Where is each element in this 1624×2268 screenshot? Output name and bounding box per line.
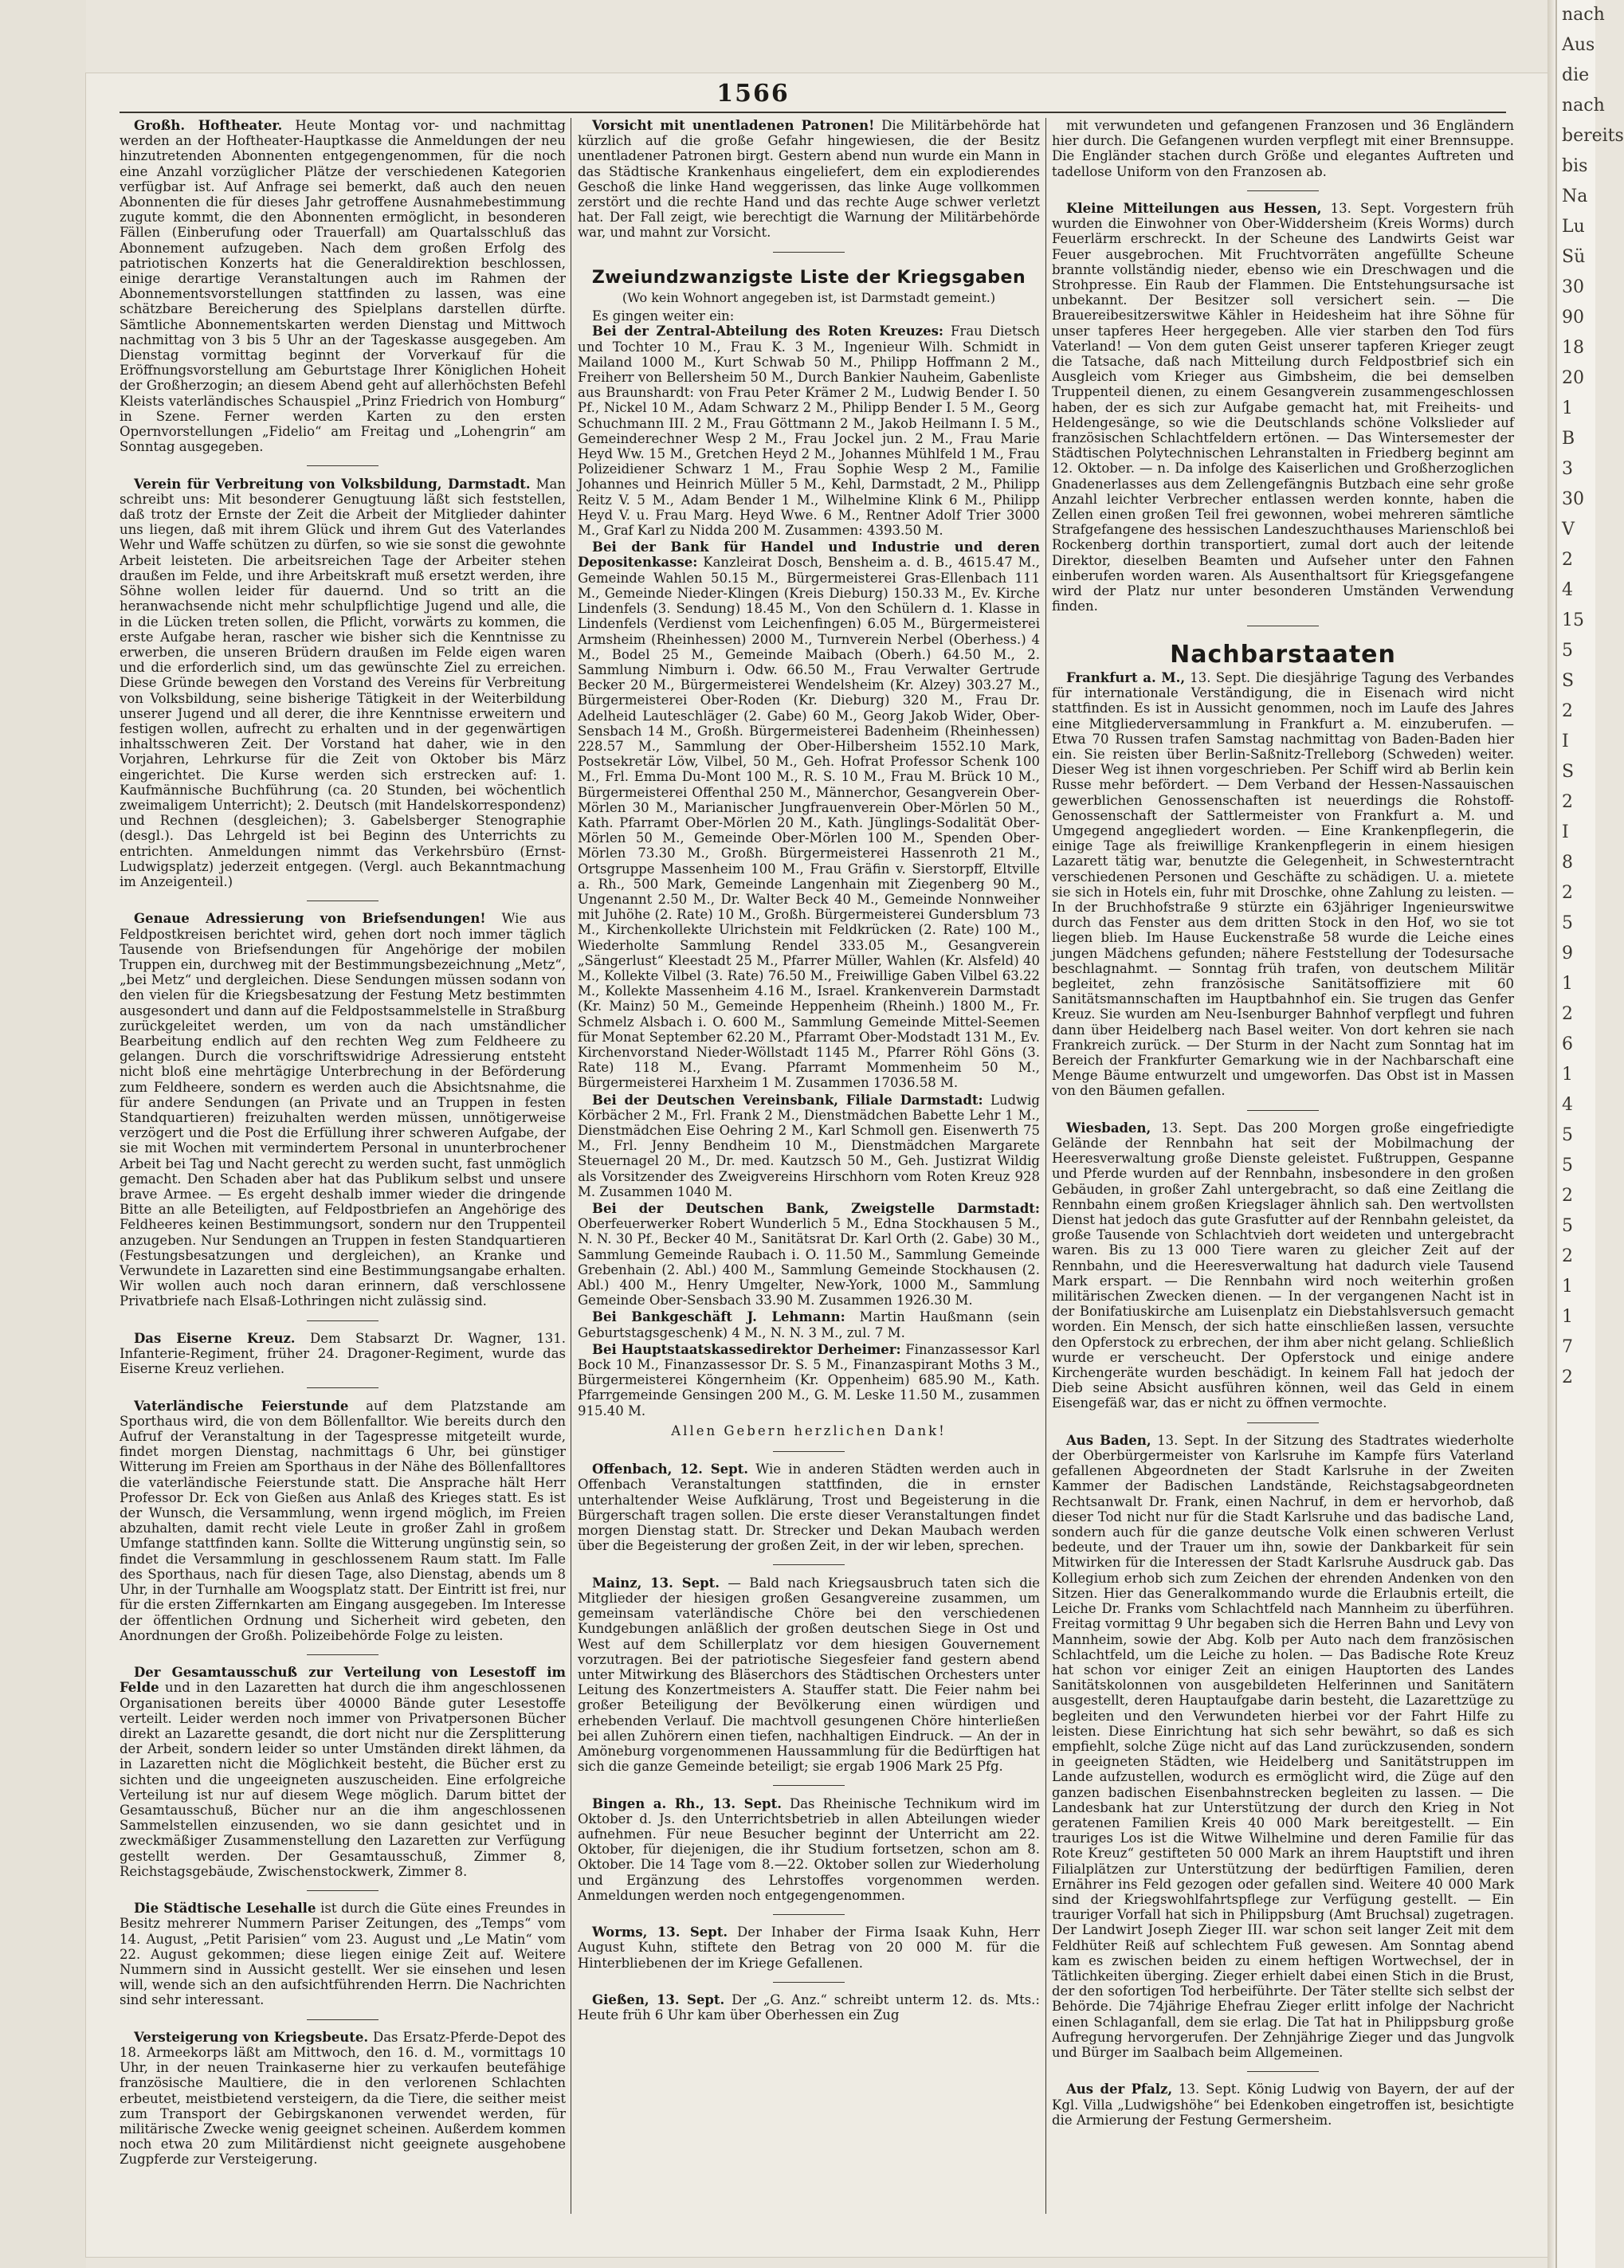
article-keyword: Offenbach, 12. Sept. [592,1462,749,1477]
adjacent-page-fragment: bis [1562,156,1588,176]
article-text: Martin Haußmann (sein Geburtstagsgeschenk) 4 M., N. N. 3 M., zul. 7 M. [578,1309,1040,1340]
column-rule-2 [1045,118,1046,2214]
adjacent-page-fragment: die [1562,65,1590,85]
adjacent-page-fragment: 1 [1562,1065,1573,1085]
adjacent-page-fragment: nach [1562,96,1605,116]
adjacent-page-fragment: 5 [1562,913,1573,933]
adjacent-page-fragment: 1 [1562,1307,1573,1327]
article-keyword: Wiesbaden, [1066,1120,1151,1136]
article [578,1925,1040,1971]
donation-list [578,540,1040,1090]
article-keyword: Großh. Hoftheater. [134,118,283,133]
adjacent-page-fragment: 5 [1562,641,1573,661]
adjacent-page-fragment: 1 [1562,1277,1573,1297]
adjacent-page-fragment: 1 [1562,974,1573,994]
page-number: 1566 [716,80,790,108]
adjacent-page-fragment: 2 [1562,1246,1573,1266]
article-keyword: Worms, 13. Sept. [592,1925,728,1940]
article-keyword: Bei Bankgeschäft J. Lehmann: [592,1309,845,1325]
article-text: 13. Sept. Das 200 Morgen große eingefriedigte Gelände der Rennbahn hat seit der Mobilmachung der Heeresverwaltung große Dienste geleistet. Fußtruppen, Gespanne und Pferde wurden auf der Rennbahn, insbesondere in den großen Gebäuden, in großer Zahl untergebracht, so daß eine Zeitlang die Rennbahn einem großen Kriegslager ähnlich sah. Den wertvollsten Dienst hat jedoch das gute Grasfutter auf der Rennbahn geleistet, da große Tausende von Schlachtvieh dort weideten und untergebracht waren. Bis zu 13 000 Tiere waren zu gleicher Zeit auf der Rennbahn, und die Heeresverwaltung hat dadurch viele Tausend Mark erspart. — Die Rennbahn wird noch weiterhin großen militärischen Zwecken dienen. — In der vergangenen Nacht ist in der Bonifatiuskirche am Luisenplatz ein Diebstahlsversuch gemacht worden. Ein Mensch, der sich hatte einschließen lassen, versuchte den Opferstock zu erbrechen, der ihm aber nicht gelang. Schließlich wurde er verscheucht. Der Opferstock und einige andere Kirchengeräte wurden beschädigt. In keinem Fall hat jedoch der Dieb seine Absicht ausführen können, weil das Geld in einem Eisengefäß war, das er nicht zu öffnen vermochte. [1052,1120,1514,1411]
list-subheading: (Wo kein Wohnort angegeben ist, ist Darmstadt gemeint.) [622,290,996,306]
adjacent-page-fragment: S [1562,762,1575,782]
article [120,118,566,454]
article-keyword: Bei der Bank für Handel und Industrie und deren Depositenkasse: [578,540,1040,571]
article-separator [578,1556,1040,1572]
article [578,1796,1040,1903]
article-separator [1052,1102,1514,1117]
article [120,477,566,889]
article-text: Der „G. Anz.“ schreibt unterm 12. ds. Mts.: Heute früh 6 Uhr kam über Oberhessen ein Zug [578,1991,1040,2023]
article-text: mit verwundeten und gefangenen Franzosen und 36 Engländern hier durch. Die Gefangenen wurden verpflegt mit einer Brennsuppe. Die Engländer stachen durch Größe und elegantes Auftreten und tadellose Uniform von den Franzosen ab. [1052,118,1514,179]
article-text: 13. Sept. Die diesjährige Tagung des Verbandes für internationale Verständigung, die in Eisenach wird nicht stattfinden. Es ist in Aussicht genommen, noch im Laufe des Jahres eine Mitgliederversammlung in Frankfurt a. M. einzuberufen. — Etwa 70 Russen trafen Samstag nachmittag von Baden-Baden hier ein. Sie reisten über Berlin-Saßnitz-Trelleborg (Schweden) weiter. Dieser Weg ist ihnen vorgeschrieben. Per Schiff wird ab Berlin kein Russe mehr befördert. — Dem Verband der Hessen-Nassauischen gewerblichen Genossenschaften ist neuerdings die Rohstoff-Genossenschaft der Sattlermeister von Frankfurt a. M. und Umgegend angegliedert worden. — Eine Krankenpflegerin, die einige Tage als freiwillige Krankenpflegerin in einem hiesigen Lazarett tätig war, benutzte die Gelegenheit, in Schwesterntracht verschiedenen Personen und Geschäfte zu schädigen. U. a. mietete sie sich in Hotels ein, fuhr mit Droschke, ohne Zahlung zu leisten. — In der Bruchhofstraße 9 stürzte ein 63jähriger Ingenieurswitwe durch das Fenster aus dem dritten Stock in den Hof, wo sie tot liegen blieb. Im Hause Euckenstraße 58 wurde die Leiche eines jungen Mädchens gefunden; nähere Feststellung der Todesursache beschlagnahmt. — Sonntag früh trafen, von deutschem Militär begleitet, zehn französische Sanitätsoffiziere mit 60 Sanitätsmannschaften im Hauptbahnhof ein. Sie trugen das Genfer Kreuz. Sie wurden am Neu-Isenburger Bahnhof verpflegt und fuhren dann über Heidelberg nach Basel weiter. Von dort kehren sie nach Frankreich zurück. — Der Sturm in der Nacht zum Sonntag hat im Bereich der Frankfurter Gemarkung wie in der Nachbarschaft eine Menge Bäume entwurzelt und umgeworfen. Das Obst ist in Massen von den Bäumen gefallen. [1052,669,1515,1099]
adjacent-page-fragment: 5 [1562,1125,1573,1145]
adjacent-page-fragment: 9 [1562,944,1573,963]
article [120,1399,566,1643]
adjacent-page-fragment: S [1562,671,1575,691]
adjacent-page-fragment: 2 [1562,883,1573,903]
article [578,1462,1040,1553]
article [578,118,1040,241]
adjacent-page-fragment: 2 [1562,701,1573,721]
article-text: Das Ersatz-Pferde-Depot des 18. Armeekorps läßt am Mittwoch, den 16. d. M., vormittags 10 Uhr, in der neuen Trainkaserne hier zu verkaufen beutefähige französische Maultiere, die in den verlorenen Schlachten erbeutet, meistbietend versteigern, da die Tiere, die seither meist zum Transport der Gebirgskanonen verwendet werden, für militärische Zwecke wenig geeignet scheinen. Außerdem kommen noch etwa 20 zum Militärdienst nicht geeignete ausgehobene Zugpferde zur Versteigerung. [120,2029,566,2168]
article-keyword: Vaterländische Feierstunde [134,1398,349,1414]
adjacent-page-fragment: 3 [1562,459,1573,479]
article-text: Dem Stabsarzt Dr. Wagner, 131. Infanterie-Regiment, früher 24. Dragoner-Regiment, wurde das Eiserne Kreuz verliehen. [120,1330,566,1377]
article-text: Frau Dietsch und Tochter 10 M., Frau K. 3 M., Ingenieur Wilh. Schmidt in Mailand 1000 M., Kurt Schwab 50 M., Philipp Hoffmann 2 M., Freiherr von Bellersheim 50 M., Durch Bankier Nauheim, Gabenliste aus Braunshardt: von Frau Peter Krämer 2 M., Ludwig Bender I. 50 Pf., Nickel 10 M., Adam Schwarz 2 M., Philipp Bender I. 5 M., Georg Schuchmann III. 2 M., Frau Göttmann 2 M., Jakob Heilmann I. 5 M., Gemeinderechner Wesp 2 M., Frau Jockel jun. 2 M., Frau Marie Heyd Ww. 15 M., Gretchen Heyd 2 M., Johannes Mühlfeld 1 M., Frau Polizeidiener Schwarz 1 M., Frau Sophie Wesp 2 M., Familie Johannes und Heinrich Müller 5 M., Kehl, Darmstadt, 2 M., Philipp Reitz V. 5 M., Adam Bender 1 M., Wilhelmine Klink 6 M., Philipp Heyd V. u. Frau Marg. Heyd Wwe. 6 M., Rentner Adolf Trier 3000 M., Graf Karl zu Nidda 200 M. Zusammen: 4393.50 M. [578,324,1041,539]
adjacent-page-fragment: Lu [1562,217,1585,237]
article-keyword: Das Eiserne Kreuz. [134,1330,296,1346]
article-separator [578,1906,1040,1921]
adjacent-page-fragment: 2 [1562,1004,1573,1024]
article-text: auf dem Platzstande am Sporthaus wird, die von dem Böllenfalltor. Wie bereits durch den Aufruf der Veranstaltung in der Tagespresse mitgeteilt wurde, findet morgen Dienstag, nachmittags 6 Uhr, bei günstiger Witterung im Freien am Sporthaus in der Nähe des Böllenfalltores die vaterländische Feierstunde statt. Die Ansprache hält Herr Professor Dr. Eck von Gießen aus Anlaß des Krieges statt. Es ist der Wunsch, die Versammlung, wenn irgend möglich, im Freien abzuhalten, damit recht viele Leute in großer Zahl in großem Umfange stattfinden kann. Sollte die Witterung ungünstig sein, so findet die Versammlung in geschlossenem Raum statt. Im Falle des Sporthaus, nach für diesen Tage, also Dienstag, abends um 8 Uhr, in der Turnhalle am Woogsplatz statt. Der Eintritt ist frei, nur für die ersten Ziffernkarten am Eingang ausgegeben. Im Interesse der öffentlichen Ordnung und Sicherheit wird gebeten, den Anordnungen der Großh. Polizeibehörde Folge zu leisten. [120,1398,567,1643]
article [120,1665,566,1879]
article-keyword: Genaue Adressierung von Briefsendungen! [134,911,486,927]
adjacent-page-fragment: 15 [1562,610,1584,630]
adjacent-page-fragment: 90 [1562,308,1584,328]
article-separator [578,1974,1040,1989]
article [120,2030,566,2168]
section-separator [578,1443,1040,1458]
article-keyword: Aus der Pfalz, [1066,2082,1173,2097]
list-closing: Allen Gebern herzlichen Dank! [671,1422,947,1438]
donation-list [578,1342,1040,1418]
donation-list [578,1093,1040,1199]
adjacent-page-fragment: 18 [1562,338,1584,358]
article-text: und in den Lazaretten hat durch die ihm angeschlossenen Organisationen bereits über 40000 Bände guter Lesestoffe verteilt. Leider werden noch immer von Privatpersonen Bücher direkt an Lazarette gesandt, die dort nicht nur die Zersplitterung der Arbeit, sondern leider so unter Umständen direkt lähmen, da in Lazaretten nicht die Möglichkeit besteht, die Bücher erst zu sichten und die ungeeigneten auszuscheiden. Eine erfolgreiche Verteilung ist nur auf diesem Wege möglich. Darum bittet der Gesamtausschuß, Bücher nur an die ihm angeschlossenen Sammelstellen einzusenden, wo sie dann gesichtet und in zweckmäßiger Zusammenstellung den Lazaretten zur Verfügung gestellt werden. Der Gesamtausschuß, Zimmer 8, Reichstagsgebäude, Zwischenstockwerk, Zimmer 8. [120,1680,566,1879]
adjacent-page-fragment: 2 [1562,792,1573,812]
article [1052,2082,1514,2128]
article [1052,201,1514,614]
article-keyword: Bingen a. Rh., 13. Sept. [592,1795,782,1811]
adjacent-page-fragment: 30 [1562,489,1584,509]
column-middle [578,118,1040,2222]
adjacent-page-fragment: 20 [1562,368,1584,388]
article-keyword: Der Gesamtausschuß zur Verteilung von Lesestoff im Felde [120,1665,566,1696]
adjacent-page-fragment: I [1562,822,1569,842]
article-keyword: Bei der Deutschen Vereinsbank, Filiale Darmstadt: [592,1092,983,1108]
article [578,1575,1040,1775]
article-text: 13. Sept. König Ludwig von Bayern, der auf der Kgl. Villa „Ludwigshöhe“ bei Edenkoben eingetroffen ist, besichtigte die Armierung der Festung Germersheim. [1052,2082,1514,2128]
article-separator [578,1777,1040,1792]
article-text: 13. Sept. In der Sitzung des Stadtrates wiederholte der Oberbürgermeister von Karlsruhe im Kampfe fürs Vaterland gefallenen Abgeordneten der Stadt Karlsruhe in der Zweiten Kammer der Badischen Landstände, Reichstagsabgeordneten Rechtsanwalt Dr. Frank, einen Nachruf, in dem er hervorhob, daß dieser Tod nicht nur für die Stadt Karlsruhe und das badische Land, sondern auch für die ganze deutsche Volk einen schweren Verlust bedeute, und der Trauer um ihn, sowie der Dankbarkeit für sein Mitwirken für die Interessen der Stadt Karlsruhe Ausdruck gab. Das Kollegium erhob sich zum Zeichen der ehrenden Andenken von den Sitzen. Hier das Generalkommando wurde die Erlaubnis erteilt, die Leiche Dr. Franks vom Schlachtfeld nach Mannheim zu überführen. Freitag vormittag 9 Uhr begaben sich die Herren Bahn und Levy von Mannheim, sowie der Abg. Kolb per Auto nach dem französischen Schlachtfeld, um die Leiche zu holen. — Das Badische Rote Kreuz hat schon vor einiger Zeit an einigen Hauptorten des Landes Sanitätskolonnen von ausgebildeten Helferinnen und Sanitätern ausgestellt, deren Hauptaufgabe darin besteht, die Lazarettzüge zu begleiten und den Verwundeten hierbei vor der Fahrt Hilfe zu leisten. Diese Einrichtung hat sich sehr bewährt, so daß es sich empfiehlt, solche Züge nicht auf das Land zurückzusenden, sondern in geeigneten Städten, wie Heidelberg und Sanitätstruppen im Lande aufzustellen, wodurch es ermöglicht wird, die Züge auf den ganzen badischen Eisenbahnstrecken begleiten zu lassen. — Die Landesbank hat zur Unterstützung der durch den Krieg in Not geratenen Familien Kreis 40 000 Mark bereitgestellt. — Ein trauriges Los ist die Witwe Wilhelmine und deren Familie für das Rote Kreuz“ gestifteten 50 000 Mark an ihrem Hauptstift und ihren Filialplätzen zur Unterstützung der bedürftigen Familien, deren Ernährer ins Feld gezogen oder gefallen sind. Weitere 40 000 Mark sind der Kriegswohlfahrtspflege zur Verfügung gestellt. — Ein trauriger Vorfall hat sich in Philippsburg (Amt Bruchsal) zugetragen. Der Landwirt Joseph Zieger III. war schon seit langer Zeit mit dem Feldhüter Reiß auf schlechtem Fuß gewesen. Am Sonntag abend kam es zwischen beiden zu einem heftigen Wortwechsel, der in Tätlichkeiten überging. Zieger erhielt dabei einen Stich in die Brust, der den sofortigen Tod herbeiführte. Der Täter stellte sich selbst der Behörde. Die 74jährige Ehefrau Zieger erlitt infolge der Nachricht einen Schlaganfall, dem sie erlag. Die Tat hat in Philippsburg große Aufregung hervorgerufen. Der Zehnjährige Zieger und das Jungvolk und Bürger im Saalbach beim Allgemeinen. [1052,1432,1515,2060]
adjacent-page-fragment: 5 [1562,1216,1573,1236]
article-separator [1052,2063,1514,2078]
header-rule [120,112,1506,113]
article-keyword: Gießen, 13. Sept. [592,1991,725,2007]
page-fold [1548,0,1555,2268]
list-heading: Zweiundzwanzigste Liste der Kriegsgaben [591,267,1026,288]
article-keyword: Bei der Deutschen Bank, Zweigstelle Darmstadt: [592,1201,1040,1217]
article-separator [120,1646,566,1662]
article [1052,118,1514,179]
section-separator [1052,618,1514,633]
article-keyword: Verein für Verbreitung von Volksbildung, Darmstadt. [134,476,531,492]
adjacent-page-fragment: nach [1562,5,1605,25]
article [1052,1120,1514,1411]
article-keyword: Bei der Zentral-Abteilung des Roten Kreuzes: [592,324,943,339]
article-keyword: Frankfurt a. M., [1066,669,1186,685]
adjacent-page-fragment: 2 [1562,550,1573,570]
article-text: Heute Montag vor- und nachmittag werden an der Hoftheater-Hauptkasse die Anmeldungen der neu hinzutretenden Abonnenten entgegengenommen, für die noch eine Anzahl vorzüglicher Plätze der verschiedenen Kategorien verfügbar ist. Auf Anfrage sei bemerkt, daß auch den neuen Abonnenten die für dieses Jahr getroffene Ausnahmebestimmung zugute kommt, die den Abonnenten ermöglicht, in besonderen Fällen (Einberufung oder Trauerfall) am Quartalsschluß das Abonnement aufzugeben. Nach dem großen Erfolg des patriotischen Konzerts hat die Generaldirektion beschlossen, einige derartige Veranstaltungen auch im Rahmen der Abonnementsvorstellungen stattfinden zu lassen, was eine schätzbare Bereicherung des Spielplans darstellen dürfte. Sämtliche Abonnementskarten werden Dienstag und Mittwoch nachmittag von 3 bis 5 Uhr an der Tageskasse ausgegeben. Am Dienstag vormittag beginnt der Vorverkauf für die Eröffnungsvorstellung am Geburtstage Ihrer Königlichen Hoheit der Großherzogin; an diesem Abend geht auf allerhöchsten Befehl Kleists vaterländisches Schauspiel „Prinz Friedrich von Homburg“ in Szene. Ferner werden Karten zu den ersten Opernvorstellungen „Fidelio“ am Freitag und „Lohengrin“ am Sonntag ausgegeben. [120,118,566,455]
article-text: Finanzassessor Karl Bock 10 M., Finanzassessor Dr. S. 5 M., Finanzaspirant Moths 3 M., Bürgermeisterei Köngernheim (Kr. Oppenheim) 685.90 M., Kath. Pfarrgemeinde Gensingen 200 M., G. M. Leske 11.50 M., zusammen 915.40 M. [578,1341,1041,1418]
article-separator [120,2011,566,2027]
adjacent-page-fragment: 2 [1562,1186,1573,1206]
article [1052,1433,1514,2060]
article-text: Wie in anderen Städten werden auch in Offenbach Veranstaltungen stattfinden, die in ernster unterhaltender Weise Aufklärung, Trost und Begeisterung in die Bürgerschaft tragen sollen. Die erste dieser Veranstaltungen findet morgen Dienstag statt. Dr. Strecker und Dekan Maubach werden über die Begeisterung der großen Zeit, in der wir leben, sprechen. [578,1462,1041,1554]
donation-list [578,1201,1040,1308]
list-intro: Es gingen weiter ein: [592,308,735,324]
article-keyword: Bei Hauptstaatskassedirektor Derheimer: [592,1341,901,1357]
article-keyword: Vorsicht mit unentladenen Patronen! [592,118,875,133]
article-text: Man schreibt uns: Mit besonderer Genugtuung läßt sich feststellen, daß trotz der Ernste der Zeit die Arbeit der Mitglieder dahinter uns liegen, daß mit ihrem Glück und ihrem Gut des Vaterlandes Wehr und Waffe schützen zu dürfen, so wie sie sonst die gewohnte Arbeit leisteten. Die arbeitsreichen Tage der Arbeiter stehen draußen im Felde, und ihre Arbeitskraft muß ersetzt werden, ihre Söhne wollen leider für dauernd. Und so tritt an die heranwachsende nicht mehr schulpflichtige Jugend und alle, die in die Lücken treten sollen, die Pflicht, vorwärts zu kommen, die erste Aufgabe heran, rascher wie bisher sich die Kenntnisse zu erwerben, die unseren Brüdern draußen im Felde eigen waren und die erforderlich sind, um das gewünschte Ziel zu erreichen. Diese Gründe bewegen den Vorstand des Vereins für Verbreitung von Volksbildung, seine bisherige Tätigkeit in der Weiterbildung unserer Jugend und all derer, die ihre Kenntnisse erweitern und festigen wollen, aufrecht zu erhalten und in der gegenwärtigen inhaltsschweren Zeit. Der Vorstand hat daher, wie in den Vorjahren, Lehrkurse für die Zeit von Oktober bis März eingerichtet. Die Kurse werden sich erstrecken auf: 1. Kaufmännische Buchführung (ca. 20 Stunden, bei wöchentlich zweimaligem Unterricht); 2. Deutsch (mit Handelskorrespondenz) und Rechnen (desgleichen); 3. Gabelsberger Stenographie (desgl.). Das Lehrgeld ist bei Beginn des Unterrichts zu entrichten. Anmeldungen nimmt das Verkehrsbüro (Ernst-Ludwigsplatz) jederzeit entgegen. (Vergl. auch Bekanntmachung im Anzeigenteil.) [120,476,566,889]
adjacent-page-fragment: Sü [1562,247,1586,267]
adjacent-page-fragment: 4 [1562,1095,1573,1115]
article-keyword: Aus Baden, [1066,1432,1151,1448]
article-separator [120,457,566,473]
article [578,1992,1040,2023]
article-separator [1052,1415,1514,1430]
article-text: Kanzleirat Dosch, Bensheim a. d. B., 4615.47 M., Gemeinde Wahlen 50.15 M., Bürgermeisterei Gras-Ellenbach 111 M., Gemeinde Nieder-Klingen (Kreis Dieburg) 150.33 M., Ev. Kirche Lindenfels (3. Sendung) 18.45 M., Von den Schülern d. 1. Klasse in Lindenfels (Verdienst vom Leichenfingen) 6.05 M., Bürgermeisterei Armsheim (Rheinhessen) 2000 M., Turnverein Nerbel (Oberhess.) 4 M., Bodel 25 M., Gemeinde Maibach (Oberh.) 64.50 M., 2. Sammlung Nimburn i. Odw. 66.50 M., Frau Verwalter Gertrude Becker 20 M., Bürgermeisterei Wendelsheim (Kr. Alzey) 303.27 M., Bürgermeisterei Ober-Roden (Kr. Dieburg) 320 M., Frau Dr. Adelheid Lauteschläger (2. Gabe) 60 M., Georg Jakob Wider, Ober-Sensbach 14 M., Großh. Bürgermeisterei Badenheim (Rheinhessen) 228.57 M., Sammlung der Ober-Hilbersheim 1552.10 Mark, Postsekretär Löw, Vilbel, 50 M., Geh. Hofrat Professor Schenk 100 M., Frl. Emma Du-Mont 100 M., R. S. 10 M., Frau M. Brück 10 M., Bürgermeisterei Offenthal 250 M., Männerchor, Gesangverein Ober-Mörlen 30 M., Marianischer Jungfrauenverein Ober-Mörlen 50 M., Kath. Pfarramt Ober-Mörlen 20 M., Kath. Jünglings-Sodalität Ober-Mörlen 50 M., Gemeinde Ober-Mörlen 100 M., Spenden Ober-Mörlen 73.30 M., Großh. Bürgermeisterei Hassenroth 21 M., Ortsgruppe Massenheim 100 M., Frau Gräfin v. Sierstorpff, Eltville a. Rh., 500 Mark, Gemeinde Langenhain mit Ziegenberg 90 M., Ungenannt 2.50 M., Dr. Walter Beck 40 M., Gemeinde Nonnweiher mit Juhöhe (2. Rate) 10 M., Großh. Bürgermeisterei Gundersblum 73 M., Kirchenkollekte Ulrichstein mit Feldkrücken (2. Rate) 100 M., Wiederholte Sammlung Rendel 333.05 M., Gesangverein „Sängerlust“ Kleestadt 25 M., Pfarrer Müller, Wahlen (Kr. Alsfeld) 40 M., Kollekte Vilbel (3. Rate) 76.50 M., Freiwillige Gaben Vilbel 63.22 M., Kollekte Massenheim 4.16 M., Israel. Krankenverein Darmstadt (Kr. Mainz) 50 M., Gemeinde Heppenheim (Rheinh.) 1800 M., Fr. Schmelz Alsbach i. O. 600 M., Sammlung Gemeinde Mittel-Seemen für Monat September 62.20 M., Pfarramt Ober-Modstadt 131 M., Ev. Kirchenvorstand Nieder-Wöllstadt 1145 M., Pfarrer Röhl Göns (3. Rate) 118 M., Evang. Pfarramt Mommenheim 50 M., Bürgermeisterei Harxheim 1 M. Zusammen 17036.58 M. [578,555,1040,1091]
article-text: Oberfeuerwerker Robert Wunderlich 5 M., Edna Stockhausen 5 M., N. N. 30 Pf., Becker 40 M., Sanitätsrat Dr. Karl Orth (2. Gabe) 30 M., Sammlung Gemeinde Raubach i. O. 11.50 M., Sammlung Gemeinde Grebenhain (2. Abl.) 400 M., Sammlung Gemeinde Stockhausen (2. Abl.) 400 M., Henry Umgelter, New-York, 1000 M., Sammlung Gemeinde Ober-Sensbach 33.90 M. Zusammen 1926.30 M. [578,1216,1040,1309]
article-text: ist durch die Güte eines Freundes in Besitz mehrerer Nummern Pariser Zeitungen, des „Temps“ vom 14. August, „Petit Parisien“ vom 23. August und „Le Matin“ vom 22. August gekommen; diese liegen einige Zeit auf. Weitere Nummern sind in Aussicht gestellt. Wer sie einsehen und lesen will, wende sich an den aufsichtführenden Herrn. Die Nachrichten sind sehr interessant. [120,1901,566,2008]
adjacent-page-fragment: B [1562,429,1575,449]
adjacent-page-strip [1555,0,1624,2268]
article-text: — Bald nach Kriegsausbruch taten sich die Mitglieder der hiesigen großen Gesangvereine zusammen, um gemeinsam vaterländische Chöre bei den verschiedenen Kundgebungen anläßlich der großen deutschen Siege in Ost und West auf dem Schillerplatz vor dem hiesigen Gouvernement vorzutragen. Bei der patriotische Siegesfeier fand gestern abend unter Mitwirkung des Bläserchors des Städtischen Orchesters unter Leitung des Konzertmeisters A. Stauffer statt. Die Feier nahm bei großer Beteiligung der Bevölkerung einen würdigen und erhebenden Verlauf. Die machtvoll gesungenen Chöre hinterließen bei allen Zuhörern einen tiefen, nachhaltigen Eindruck. — An der in Amöneburg vorgenommenen Haussammlung für die Bedürftigen hat sich die ganze Gemeinde beteiligt; sie ergab 1906 Mark 25 Pfg. [578,1575,1040,1775]
adjacent-page-fragment: Aus [1562,35,1595,55]
section-separator [578,244,1040,259]
article-keyword: Versteigerung von Kriegsbeute. [134,2029,369,2045]
article-keyword: Die Städtische Lesehalle [134,1901,316,1917]
article [120,1901,566,2007]
article-text: Der Inhaber der Firma Isaak Kuhn, Herr August Kuhn, stiftete den Betrag von 20 000 M. für die Hinterbliebenen der im Kriege Gefallenen. [578,1925,1040,1971]
article-text: Wie aus Feldpostkreisen berichtet wird, gehen dort noch immer täglich Tausende von Briefsendungen für Angehörige der mobilen Truppen ein, durchweg mit der Bestimmungsbezeichnung „Metz“, „bei Metz“ und dergleichen. Diese Sendungen müssen sodann von den vielen für die Kriegsbesatzung der Festung Metz bestimmten ausgesondert und dann auf die Feldpostsammelstelle in Straßburg zurückgeleitet werden, um von da nach umständlicher Bearbeitung endlich auf den rechten Weg zum Feldheere zu gelangen. Durch die vorschriftswidrige Adressierung entsteht nicht bloß eine mehrtägige Unterbrechung in der Beförderung zum Feldheere, sondern es werden auch die Absichtsnahme, die für andere Sendungen (an Private und an Truppen in festen Standquartieren) freizuhalten werden müssen, unnötigerweise verzögert und die Post die Erfüllung ihrer schweren Aufgabe, der sie mit Wochen mit vermindertem Personal in ununterbrochener Arbeit bei Tag und Nacht gerecht zu werden sucht, fast unmöglich gemacht. Den Schaden aber hat das Publikum selbst und unsere brave Armee. — Es ergeht deshalb immer wieder die dringende Bitte an alle Beteiligten, auf Feldpostbriefen an Angehörige des Feldheeres keinen Bestimmungsort, sondern nur den Truppenteil anzugeben. Nur Sendungen an Truppen in festen Standquartieren (Festungsbesatzungen und dergleichen), an Kranke und Verwundete in Lazaretten sind eine Bestimmungsangabe erhalten. Wir wollen auch noch daran erinnern, daß verschlossene Privatbriefe nach Elsaß-Lothringen nicht zulässig sind. [120,911,567,1309]
adjacent-page-fragment: 30 [1562,277,1584,297]
article-separator [120,1882,566,1897]
article-separator [120,893,566,908]
adjacent-page-fragments [1557,0,1624,1393]
donation-list [578,324,1040,538]
column-left [120,118,566,2222]
article-text: Ludwig Körbächer 2 M., Frl. Frank 2 M., Dienstmädchen Babette Lehr 1 M., Dienstmädchen Eise Oehring 2 M., Karl Schmoll gen. Eisenwerth 75 M., Frl. Jenny Bendheim 10 M., Dienstmädchen Margarete Steuernagel 20 M., Dr. med. Kautzsch 50 M., Geh. Justizrat Wildig als Vorsitzender des Zweigvereins Hirschhorn vom Roten Kreuz 928 M. Zusammen 1040 M. [578,1092,1040,1199]
adjacent-page-fragment: V [1562,520,1575,540]
article-separator [120,1313,566,1328]
adjacent-page-fragment: 7 [1562,1337,1573,1357]
section-heading-nachbarstaaten: Nachbarstaaten [1170,640,1396,669]
article-keyword: Mainz, 13. Sept. [592,1575,720,1591]
adjacent-page-fragment: 6 [1562,1034,1573,1054]
article-text: Das Rheinische Technikum wird im Oktober d. Js. den Unterrichtsbetrieb in allen Abteilungen wieder aufnehmen. Für neue Besucher beginnt der Unterricht am 22. Oktober, für diejenigen, die ihr Studium fortsetzen, schon am 8. Oktober. Die 14 Tage vom 8.—22. Oktober sollen zur Wiederholung und Ergänzung des Lehrstoffes vorgenommen werden. Anmeldungen werden noch entgegengenommen. [578,1795,1040,1903]
adjacent-page-fragment: 4 [1562,580,1573,600]
donation-list [578,1309,1040,1340]
article [120,911,566,1309]
article-text: Die Militärbehörde hat kürzlich auf die große Gefahr hingewiesen, die der Besitz unentladener Patronen birgt. Gestern abend nun wurde ein Mann in das Städtische Krankenhaus eingeliefert, dem ein explodierendes Geschoß die linke Hand weggerissen, das linke Auge vollkommen zerstört und die rechte Hand und das rechte Auge schwer verletzt hat. Der Fall zeigt, wie berechtigt die Warnung der Militärbehörde war, und mahnt zur Vorsicht. [578,118,1040,241]
article-keyword: Kleine Mitteilungen aus Hessen, [1066,201,1322,217]
left-margin [0,0,86,2268]
adjacent-page-fragment: bereits [1562,126,1624,146]
article [1052,670,1514,1099]
adjacent-page-fragment: 2 [1562,1367,1573,1387]
adjacent-page-fragment: 8 [1562,853,1573,873]
article-separator [1052,182,1514,198]
column-right [1052,118,1514,2222]
adjacent-page-fragment: 1 [1562,398,1573,418]
article-text: 13. Sept. Vorgestern früh wurden die Einwohner von Ober-Widdersheim (Kreis Worms) durch Feuerlärm erschreckt. In der Scheune des Landwirts Geist war Feuer ausgebrochen. Mit Fruchtvorräten angefüllte Scheune brannte vollständig nieder, ebenso wie ein Dreschwagen und die Strohpresse. Ein Raub der Flammen. Die Entstehungsursache ist unbekannt. Der Besitzer soll versichert sein. — Die Brauereibesitzerswitwe Kähler in Heidesheim hat ihre Söhne für unser tapferes Heer hergegeben. Alle vier starben den Tod fürs Vaterland! — Von dem guten Geist unserer tapferen Krieger zeugt die Tatsache, daß nach Mitteilung durch Feldpostbrief sich ein Ausgleich vom Krieger aus Gimbsheim, die bei demselben Truppenteil dienen, zu einem Gesangverein zusammengeschlossen haben, der es sich zur Aufgabe gemacht hat, mit Freiheits- und Heldengesänge, so wie die Deutschlands schöne Volkslieder auf französischen Schlachtfeldern ertönen. — Das Wintersemester der Städtischen Polytechnischen Lehranstalten in Friedberg beginnt am 12. Oktober. — n. Da infolge des Kaiserlichen und Großherzoglichen Gnadenerlasses aus dem Zellengefängnis Butzbach eine sehr große Anzahl leichter Verbrecher entlassen werden konnte, haben die Zellen einen großen Teil frei gewonnen, wobei mehreren sämtliche Strafgefangene des hessischen Landeszuchthauses Marienschloß bei Rockenberg dorthin transportiert, zumal dort auch der leitende Direktor, dieselben Beamten und Aufseher unter den Fahnen einberufen worden waren. Als Ausenthaltsort für Kriegsgefangene wird der Platz nur unter besonderen Umständen Verwendung finden. [1052,201,1515,614]
adjacent-page-fragment: Na [1562,186,1588,206]
adjacent-page-fragment: 5 [1562,1156,1573,1175]
article [120,1331,566,1377]
adjacent-page-fragment: I [1562,732,1569,751]
article-separator [120,1379,566,1395]
